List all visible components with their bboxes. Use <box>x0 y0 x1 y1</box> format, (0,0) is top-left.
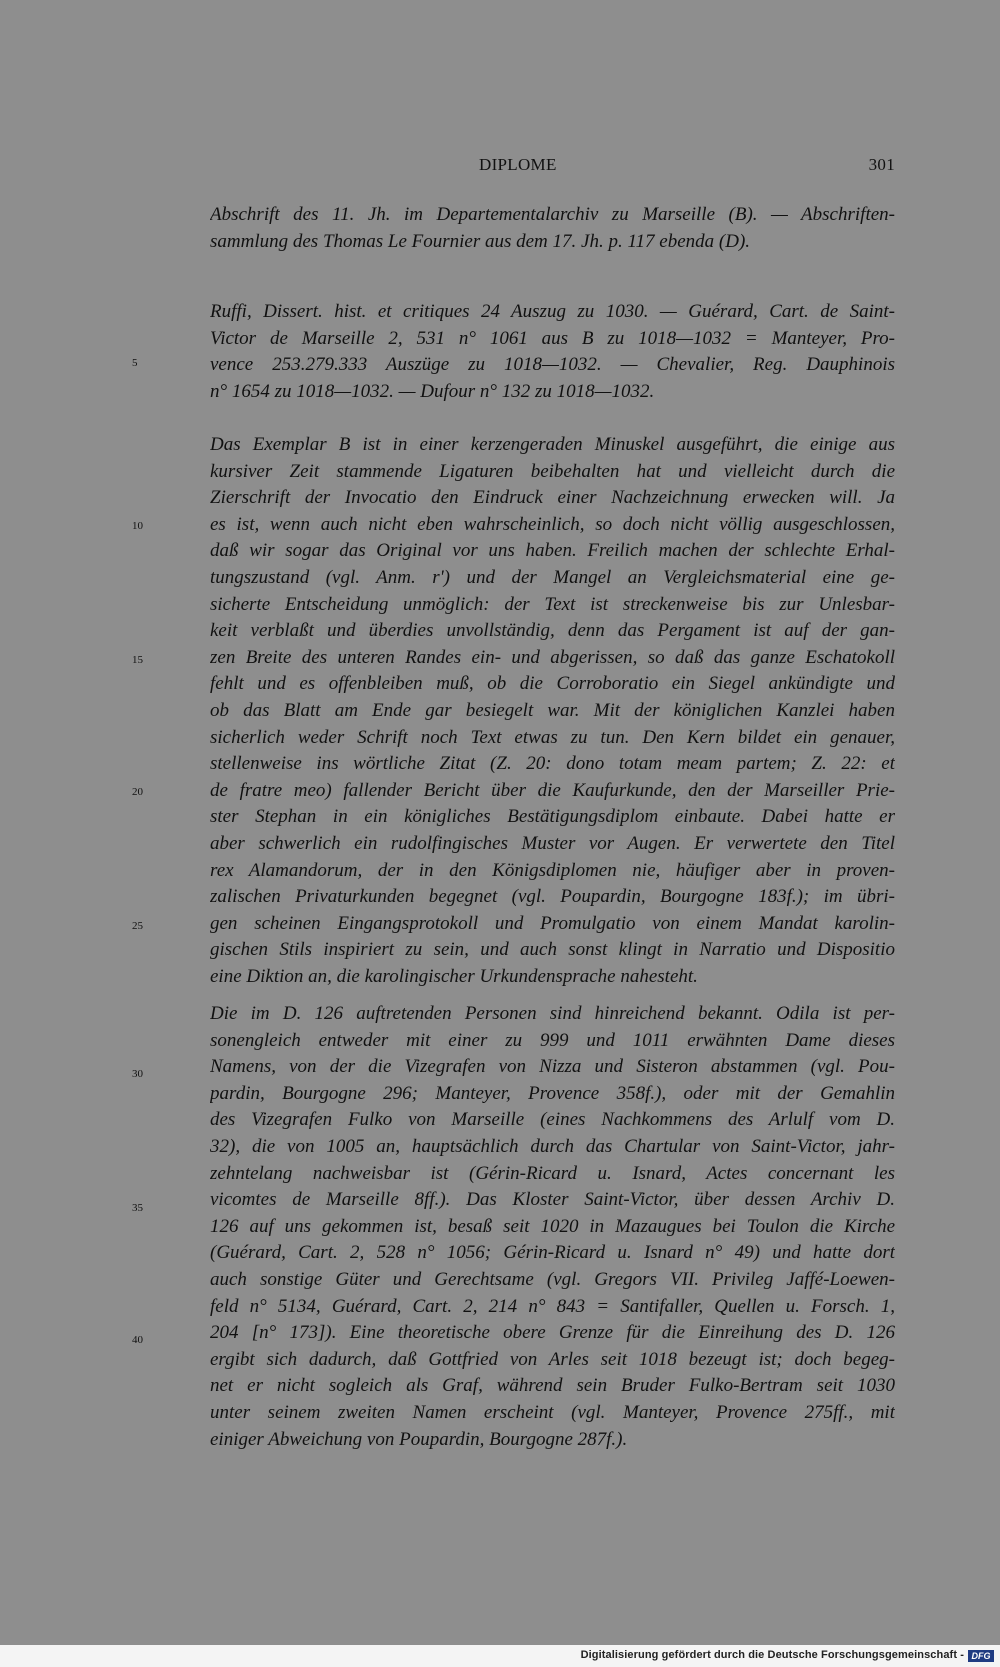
text-line: Victor de Marseille 2, 531 n° 1061 aus B zu 1018—1032 = Manteyer, Pro- <box>210 327 895 349</box>
text-line: zen Breite des unteren Randes ein- und abgerissen, so daß das ganze Eschatokoll <box>210 646 895 668</box>
dfg-logo: DFG <box>968 1650 994 1662</box>
text-line: 126 auf uns gekommen ist, besaß seit 1020 in Mazaugues bei Toulon die Kirche <box>210 1215 895 1237</box>
text-line: fehlt und es offenbleiben muß, ob die Corroboratio ein Siegel ankündigte und <box>210 673 895 695</box>
text-line: aber schwerlich ein rudolfingisches Muster vor Augen. Er verwertete den Titel <box>210 832 895 854</box>
text-line: 204 [n° 173]). Eine theoretische obere Grenze für die Einreihung des D. 126 <box>210 1322 895 1344</box>
text-line: sicherlich weder Schrift noch Text etwas zu tun. Den Kern bildet ein genauer, <box>210 726 895 748</box>
text-line: ster Stephan in ein königliches Bestätigungsdiplom einbaute. Dabei hatte er <box>210 806 895 828</box>
text-line: (Guérard, Cart. 2, 528 n° 1056; Gérin-Ricard u. Isnard n° 49) und hatte dort <box>210 1242 895 1264</box>
text-line: einiger Abweichung von Poupardin, Bourgogne 287f.). <box>210 1428 628 1450</box>
running-header <box>210 153 895 179</box>
text-line: vence 253.279.333 Auszüge zu 1018—1032. — Chevalier, Reg. Dauphinois <box>210 354 895 376</box>
text-line: de fratre meo) fallender Bericht über die Kaufurkunde, den der Marseiller Prie- <box>210 779 895 801</box>
commentary-paragraph-1 <box>210 432 895 990</box>
line-number: 20 <box>132 786 143 798</box>
footer-text: Digitalisierung gefördert durch die Deutsche Forschungsgemeinschaft - <box>580 1649 964 1661</box>
line-number: 30 <box>132 1068 143 1080</box>
text-line: rex Alamandorum, der in den Königsdiplomen nie, häufiger aber in proven- <box>210 859 895 881</box>
text-line: Namens, von der die Vizegrafen von Nizza und Sisteron abstammen (vgl. Pou- <box>210 1056 895 1078</box>
digitization-footer <box>0 1645 1000 1667</box>
text-line: des Vizegrafen Fulko von Marseille (eines Nachkommens des Arlulf vom D. <box>210 1109 895 1131</box>
text-line: eine Diktion an, die karolingischer Urkundensprache nahesteht. <box>210 965 698 987</box>
text-line: pardin, Bourgogne 296; Manteyer, Provence 358f.), oder mit der Gemahlin <box>210 1082 895 1104</box>
copies-paragraph <box>210 202 895 255</box>
page-number: 301 <box>868 155 895 174</box>
line-number: 40 <box>132 1334 143 1346</box>
text-line: sicherte Entscheidung unmöglich: der Text ist streckenweise bis zur Unlesbar- <box>210 593 895 615</box>
text-line: 32), die von 1005 an, hauptsächlich durch das Chartular von Saint-Victor, jahr- <box>210 1135 895 1157</box>
line-number: 10 <box>132 520 143 532</box>
text-line: sammlung des Thomas Le Fournier aus dem 17. Jh. p. 117 ebenda (D). <box>210 230 751 252</box>
text-line: Die im D. 126 auftretenden Personen sind hinreichend bekannt. Odila ist per- <box>210 1003 895 1024</box>
text-line: sonengleich entweder mit einer zu 999 und 1011 erwähnten Dame dieses <box>210 1029 895 1051</box>
text-line: ergibt sich dadurch, daß Gottfried von Arles seit 1018 bezeugt ist; doch begeg- <box>210 1348 895 1370</box>
header-title: DIPLOME <box>479 155 557 174</box>
text-line: tungszustand (vgl. Anm. r') und der Mangel an Vergleichsmaterial eine ge- <box>210 566 895 588</box>
text-line: Zierschrift der Invocatio den Eindruck einer Nachzeichnung erwecken will. Ja <box>210 487 895 509</box>
text-line: kursiver Zeit stammende Ligaturen beibehalten hat und vielleicht durch die <box>210 460 895 482</box>
text-line: Das Exemplar B ist in einer kerzengeraden Minuskel ausgeführt, die einige aus <box>210 434 895 455</box>
text-line: vicomtes de Marseille 8ff.). Das Kloster Saint-Victor, über dessen Archiv D. <box>210 1189 895 1211</box>
text-line: gen scheinen Eingangsprotokoll und Promulgatio von einem Mandat karolin- <box>210 912 895 934</box>
text-line: gischen Stils inspiriert zu sein, und auch sonst klingt in Narratio und Dispositio <box>210 939 895 961</box>
commentary-paragraph-2 <box>210 1001 895 1453</box>
text-line: zehntelang nachweisbar ist (Gérin-Ricard u. Isnard, Actes concernant les <box>210 1162 895 1184</box>
text-line: Ruffi, Dissert. hist. et critiques 24 Auszug zu 1030. — Guérard, Cart. de Saint- <box>210 301 895 322</box>
literature-paragraph <box>210 299 895 405</box>
text-line: Abschrift des 11. Jh. im Departementalarchiv zu Marseille (B). — Abschriften- <box>210 204 895 225</box>
text-line: stellenweise ins wörtliche Zitat (Z. 20: dono totam meam partem; Z. 22: et <box>210 753 895 775</box>
text-line: feld n° 5134, Guérard, Cart. 2, 214 n° 843 = Santifaller, Quellen u. Forsch. 1, <box>210 1295 895 1317</box>
line-number: 15 <box>132 654 143 666</box>
text-line: keit verblaßt und überdies unvollständig, denn das Pergament ist auf der gan- <box>210 620 895 642</box>
text-line: ob das Blatt am Ende gar besiegelt war. Mit der königlichen Kanzlei haben <box>210 699 895 721</box>
text-line: daß wir sogar das Original vor uns haben. Freilich machen der schlechte Erhal- <box>210 540 895 562</box>
text-line: unter seinem zweiten Namen erscheint (vgl. Manteyer, Provence 275ff., mit <box>210 1401 895 1423</box>
text-line: es ist, wenn auch nicht eben wahrscheinlich, so doch nicht völlig ausgeschlossen, <box>210 513 895 535</box>
line-number: 5 <box>132 357 138 369</box>
line-number: 35 <box>132 1202 143 1214</box>
text-line: zalischen Privaturkunden begegnet (vgl. Poupardin, Bourgogne 183f.); im übri- <box>210 886 895 908</box>
text-line: auch sonstige Güter und Gerechtsame (vgl. Gregors VII. Privileg Jaffé-Loewen- <box>210 1268 895 1290</box>
text-line: net er nicht sogleich als Graf, während sein Bruder Fulko-Bertram seit 1030 <box>210 1375 895 1397</box>
text-line: n° 1654 zu 1018—1032. — Dufour n° 132 zu 1018—1032. <box>210 380 655 402</box>
line-number: 25 <box>132 920 143 932</box>
